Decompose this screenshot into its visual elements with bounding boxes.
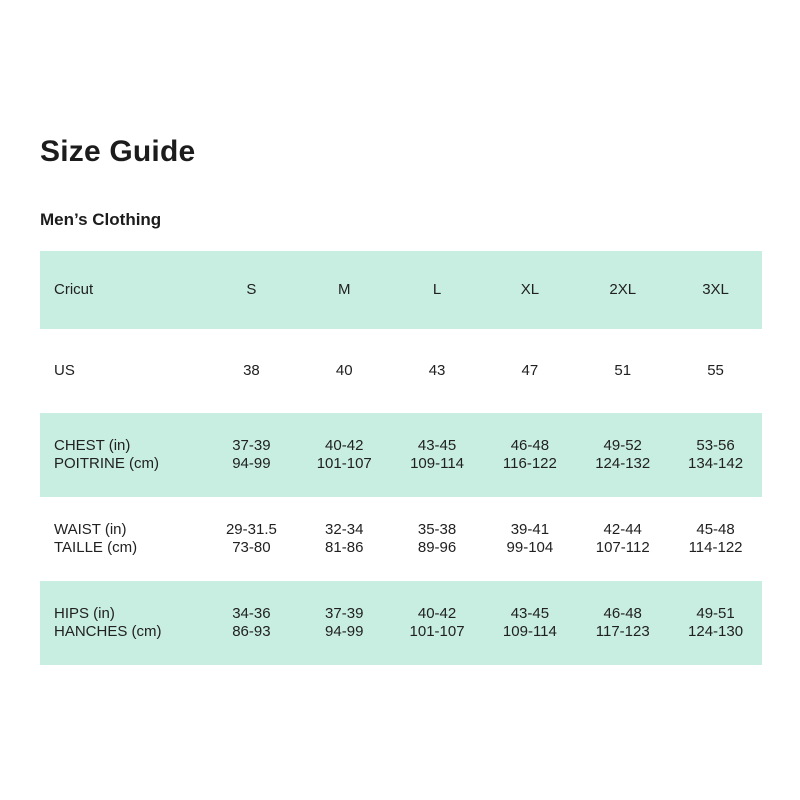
cell-line: 46-48 [603, 605, 642, 622]
cell-line: 40-42 [325, 437, 364, 454]
cell-line: 37-39 [325, 605, 364, 622]
cell-line: 49-51 [696, 605, 735, 622]
cell-line: 3XL [702, 281, 729, 298]
cell-line: S [246, 281, 257, 298]
size-value-cell [391, 605, 484, 641]
cell-line: M [337, 281, 351, 298]
cell-line: 89-96 [417, 539, 457, 556]
cell-line: 117-123 [595, 623, 650, 640]
cell-line: 43-45 [510, 605, 550, 622]
cell-line: 45-48 [696, 521, 735, 538]
size-value-cell [669, 281, 762, 299]
cell-line: XL [520, 281, 540, 298]
cell-line: US [54, 362, 75, 379]
header-row [40, 251, 762, 329]
cell-line: 86-93 [232, 623, 271, 640]
cell-line: 40 [335, 362, 353, 379]
section-subtitle: Men’s Clothing [40, 210, 162, 229]
cell-line: 73-80 [232, 539, 271, 556]
size-value-cell [391, 281, 484, 299]
row-label-cell [40, 362, 205, 380]
cell-line: 94-99 [232, 455, 271, 472]
cell-line: 49-52 [603, 437, 642, 454]
cell-line: 29-31.5 [225, 521, 277, 538]
size-value-cell [205, 521, 298, 557]
size-value-cell [298, 281, 391, 299]
cell-line: TAILLE (cm) [54, 539, 138, 556]
size-value-cell [483, 605, 576, 641]
size-value-cell [205, 605, 298, 641]
size-value-cell [391, 362, 484, 380]
cell-line: 35-38 [417, 521, 457, 538]
size-value-cell [298, 521, 391, 557]
size-value-cell [205, 437, 298, 473]
cell-line: 2XL [609, 281, 637, 298]
size-value-cell [391, 437, 484, 473]
cell-line: 124-130 [688, 623, 744, 640]
cell-line: HIPS (in) [54, 605, 115, 622]
size-value-cell [576, 281, 669, 299]
size-value-cell [483, 521, 576, 557]
size-value-cell [298, 437, 391, 473]
size-value-cell [669, 605, 762, 641]
cell-line: Cricut [54, 281, 94, 298]
size-value-cell [669, 437, 762, 473]
size-value-cell [298, 605, 391, 641]
size-value-cell [576, 437, 669, 473]
cell-line: 39-41 [510, 521, 550, 538]
cell-line: L [432, 281, 442, 298]
cell-line: 114-122 [688, 539, 743, 556]
cell-line: 124-132 [595, 455, 651, 472]
chest-row [40, 413, 762, 497]
cell-line: 37-39 [232, 437, 271, 454]
size-value-cell [576, 605, 669, 641]
size-value-cell [298, 362, 391, 380]
cell-line: 34-36 [232, 605, 271, 622]
cell-line: WAIST (in) [54, 521, 127, 538]
cell-line: 47 [521, 362, 539, 379]
cell-line: CHEST (in) [54, 437, 131, 454]
cell-line: 40-42 [417, 605, 457, 622]
cell-line: 99-104 [506, 539, 554, 556]
row-label-cell [40, 437, 205, 473]
size-value-cell [669, 521, 762, 557]
cell-line: 42-44 [603, 521, 642, 538]
size-value-cell [205, 281, 298, 299]
cell-line: POITRINE (cm) [54, 455, 159, 472]
cell-line: 53-56 [696, 437, 735, 454]
cell-line: 101-107 [316, 455, 372, 472]
us-row [40, 329, 762, 413]
cell-line: 55 [707, 362, 724, 379]
cell-line: 32-34 [325, 521, 364, 538]
cell-line: 109-114 [502, 623, 557, 640]
waist-row [40, 497, 762, 581]
cell-line: 43 [428, 362, 446, 379]
size-value-cell [483, 281, 576, 299]
cell-line: 109-114 [410, 455, 465, 472]
size-value-cell [205, 362, 298, 380]
cell-line: 51 [614, 362, 632, 379]
size-value-cell [576, 362, 669, 380]
size-value-cell [483, 437, 576, 473]
row-label-cell [40, 605, 205, 641]
page-title: Size Guide [40, 135, 196, 168]
size-value-cell [391, 521, 484, 557]
hips-row [40, 581, 762, 665]
cell-line: 107-112 [595, 539, 650, 556]
cell-line: 134-142 [688, 455, 744, 472]
row-label-cell [40, 521, 205, 557]
cell-line: 38 [243, 362, 260, 379]
cell-line: 81-86 [325, 539, 364, 556]
row-label-cell [40, 281, 205, 299]
cell-line: 46-48 [510, 437, 550, 454]
size-value-cell [576, 521, 669, 557]
cell-line: 101-107 [409, 623, 465, 640]
size-value-cell [669, 362, 762, 380]
cell-line: 94-99 [325, 623, 364, 640]
size-table [40, 251, 762, 665]
cell-line: HANCHES (cm) [54, 623, 162, 640]
cell-line: 116-122 [502, 455, 557, 472]
cell-line: 43-45 [417, 437, 457, 454]
size-value-cell [483, 362, 576, 380]
